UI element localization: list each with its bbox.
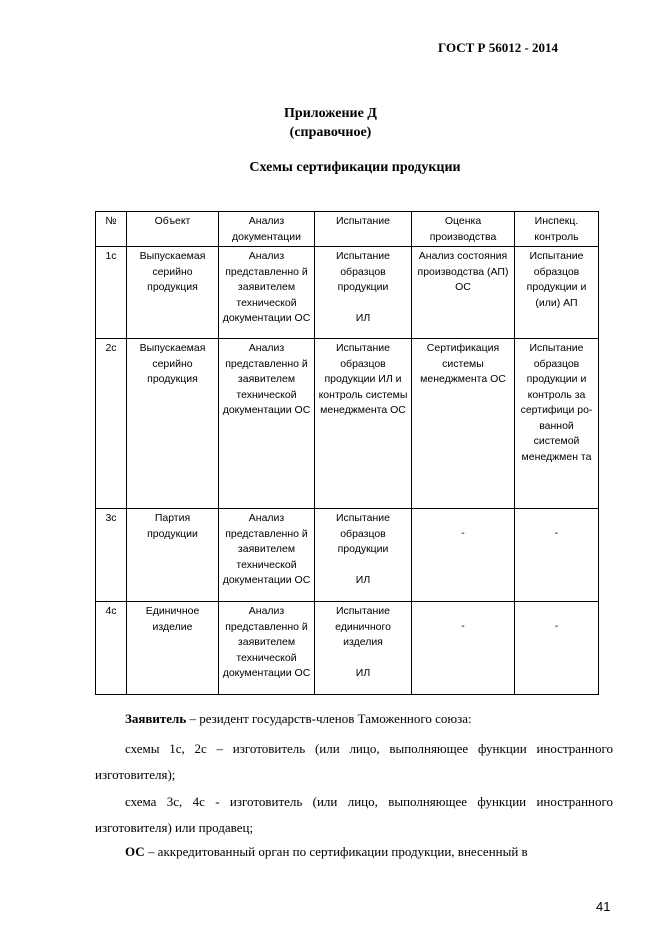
header-cell-production: Оценка производства [412, 212, 515, 247]
header-cell-testing: Испытание [315, 212, 412, 247]
cell-number: 4с [96, 602, 127, 695]
cell-analysis: Анализ представленно й заявителем технической документации ОС [219, 509, 315, 602]
cell-object: Партия продукции [127, 509, 219, 602]
cell-inspection: - [515, 509, 599, 602]
table-row [96, 339, 599, 509]
annex-title: Приложение Д [284, 106, 377, 121]
cell-inspection: - [515, 602, 599, 695]
cell-number: 2с [96, 339, 127, 509]
section-title: Схемы сертификации продукции [249, 160, 461, 175]
cell-number: 3с [96, 509, 127, 602]
applicant-definition [125, 710, 613, 727]
os-term: ОС [125, 844, 145, 859]
cell-number: 1с [96, 247, 127, 339]
os-text: – аккредитованный орган по сертификации продукции, внесенный в [144, 844, 528, 859]
cell-analysis: Анализ представленно й заявителем технической документации ОС [219, 339, 315, 509]
cell-production: Анализ состояния производства (АП) ОС [412, 247, 515, 339]
schemes-1c-2c-paragraph: схемы 1с, 2с – изготовитель (или лицо, выполняющее функции иностранного изготовителя); [95, 741, 613, 782]
header-cell-object: Объект [127, 212, 219, 247]
cell-production: Сертификация системы менеджмента ОС [412, 339, 515, 509]
os-definition [125, 843, 613, 860]
cell-object: Единичное изделие [127, 602, 219, 695]
cell-testing: Испытание образцов продукции ИЛ и контроль системы менеджмента ОС [315, 339, 412, 509]
cell-inspection: Испытание образцов продукции и (или) АП [515, 247, 599, 339]
annex-heading [0, 104, 661, 142]
cell-object: Выпускаемая серийно продукция [127, 339, 219, 509]
applicant-text: – резидент государств-членов Таможенного союза: [186, 711, 472, 726]
cell-testing: Испытание единичного изделия ИЛ [315, 602, 412, 695]
page-number: 41 [596, 899, 611, 914]
cell-analysis: Анализ представленно й заявителем технической документации ОС [219, 247, 315, 339]
schemes-3c-4c-paragraph: схема 3с, 4с - изготовитель (или лицо, выполняющее функции иностранного изготовителя) или продавец; [95, 794, 613, 835]
cell-testing: Испытание образцов продукции ИЛ [315, 509, 412, 602]
header-cell-analysis: Анализ документации [219, 212, 315, 247]
cell-production: - [412, 602, 515, 695]
table-row [96, 509, 599, 602]
header-cell-inspection: Инспекц. контроль [515, 212, 599, 247]
table-header-row [96, 212, 599, 247]
cell-testing: Испытание образцов продукции ИЛ [315, 247, 412, 339]
standard-code: ГОСТ Р 56012 - 2014 [438, 40, 559, 55]
cell-production: - [412, 509, 515, 602]
table-row [96, 247, 599, 339]
table-row [96, 602, 599, 695]
cell-object: Выпускаемая серийно продукция [127, 247, 219, 339]
cell-inspection: Испытание образцов продукции и контроль за сертифици ро-ванной системой менеджмен та [515, 339, 599, 509]
annex-subtitle: (справочное) [289, 125, 372, 140]
cell-analysis: Анализ представленно й заявителем технической документации ОС [219, 602, 315, 695]
header-cell-number: № [96, 212, 127, 247]
certification-schemes-table [95, 211, 599, 695]
applicant-term: Заявитель [125, 711, 187, 726]
